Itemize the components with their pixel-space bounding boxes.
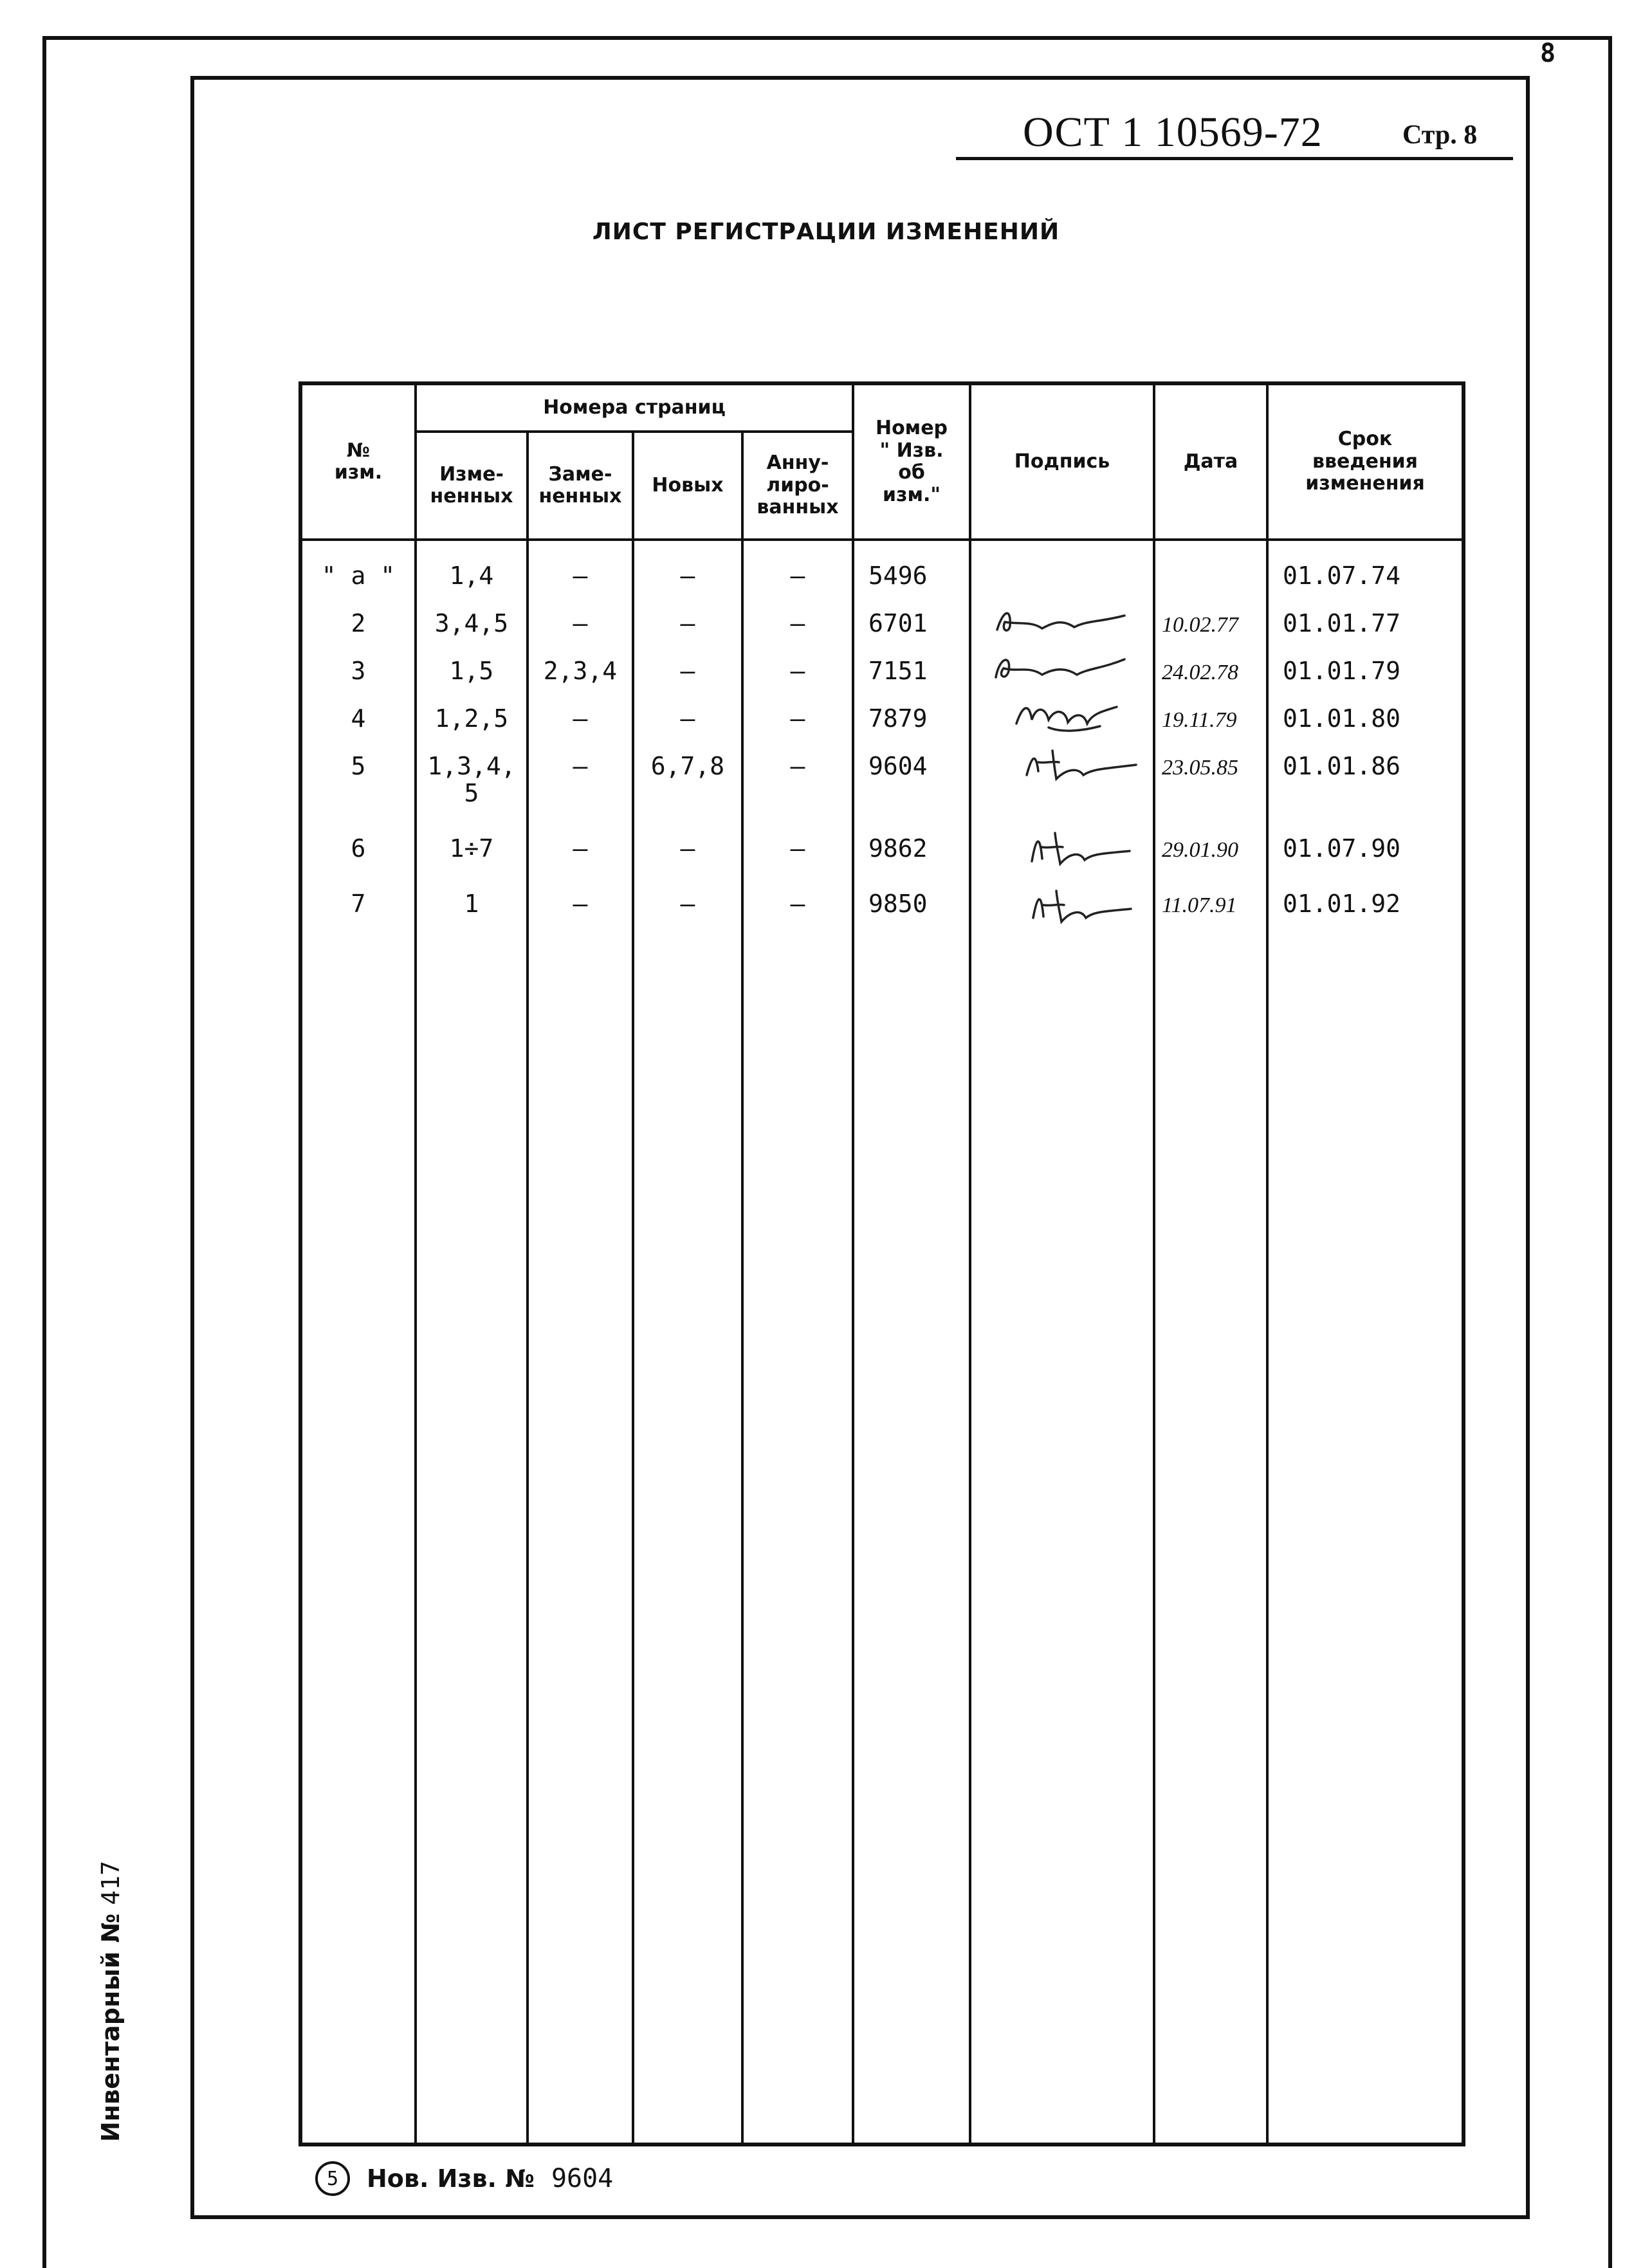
handwritten-signature	[989, 649, 1131, 688]
header-page-numbers: Номера страниц	[543, 396, 726, 419]
page-label: Стр. 8	[1402, 120, 1478, 150]
cell-changed-pages: 3,4,5	[434, 609, 509, 637]
cell-annulled-pages: –	[790, 834, 805, 863]
cell-annulled-pages: –	[790, 890, 805, 918]
cell-changed-pages: 1,2,5	[434, 704, 509, 733]
cell-annulled-pages: –	[790, 657, 805, 685]
cell-date: 24.02.78	[1162, 661, 1238, 684]
header-annulled-pages: Анну- лиро- ванных	[757, 452, 839, 519]
cell-change-number: 7	[351, 890, 366, 918]
handwritten-signature	[1023, 823, 1139, 874]
inventory-number-note	[96, 1861, 125, 2142]
cell-changed-pages: 1	[464, 890, 479, 918]
cell-new-pages: –	[680, 657, 695, 685]
handwritten-signature	[992, 603, 1133, 641]
col-divider	[414, 385, 417, 2143]
cell-replaced-pages: –	[573, 752, 588, 780]
sheet-title: ЛИСТ РЕГИСТРАЦИИ ИЗМЕНЕНИЙ	[592, 219, 1060, 245]
cell-deadline: 01.07.90	[1283, 834, 1401, 863]
cell-notice-number: 9862	[868, 834, 928, 863]
cell-annulled-pages: –	[790, 704, 805, 733]
col-divider	[632, 430, 634, 2143]
cell-notice-number: 7151	[868, 657, 928, 685]
cell-annulled-pages: –	[790, 609, 805, 637]
inventory-label: Инвентарный №	[96, 1913, 125, 2142]
header-signature: Подпись	[1014, 450, 1110, 473]
cell-notice-number: 5496	[868, 562, 928, 590]
cell-change-number: 4	[351, 704, 366, 733]
header-new-pages: Новых	[652, 473, 724, 497]
footer-new-notice	[315, 2161, 613, 2196]
col-divider	[526, 430, 529, 2143]
cell-new-pages: 6,7,8	[650, 752, 725, 780]
cell-new-pages: –	[680, 834, 695, 863]
handwritten-signature	[1016, 743, 1145, 788]
handwritten-signature	[1010, 694, 1126, 739]
cell-replaced-pages: 2,3,4	[543, 657, 618, 685]
cell-replaced-pages: –	[573, 562, 588, 590]
change-registration-table	[298, 381, 1465, 2146]
cell-notice-number: 9604	[868, 752, 928, 780]
cell-replaced-pages: –	[573, 834, 588, 863]
cell-new-pages: –	[680, 609, 695, 637]
col-divider	[741, 430, 744, 2143]
cell-changed-pages: 1,5	[449, 657, 494, 685]
cell-deadline: 01.01.79	[1283, 657, 1401, 685]
cell-change-number: " а "	[321, 562, 396, 590]
header-replaced-pages: Заме- ненных	[538, 462, 622, 508]
cell-changed-pages: 1,4	[449, 562, 494, 590]
header-notice-number: Номер " Изв. об изм."	[875, 417, 948, 506]
header-change-number: № изм.	[334, 439, 383, 484]
cell-change-number: 5	[351, 752, 366, 780]
handwritten-signature	[1023, 879, 1139, 931]
col-divider	[1266, 385, 1269, 2143]
document-code: ОСТ 1 10569-72	[1023, 109, 1323, 156]
col-divider	[1153, 385, 1155, 2143]
cell-changed-pages: 1÷7	[449, 834, 494, 863]
inventory-number: 417	[96, 1860, 125, 1905]
header-deadline: Срок введения изменения	[1305, 428, 1425, 495]
cell-date: 11.07.91	[1162, 893, 1237, 917]
cell-replaced-pages: –	[573, 704, 588, 733]
cell-deadline: 01.07.74	[1283, 562, 1401, 590]
cell-annulled-pages: –	[790, 752, 805, 780]
cell-notice-number: 9850	[868, 890, 928, 918]
col-divider	[852, 385, 854, 2143]
cell-new-pages: –	[680, 704, 695, 733]
cell-deadline: 01.01.86	[1283, 752, 1401, 780]
cell-replaced-pages: –	[573, 890, 588, 918]
cell-date: 29.01.90	[1162, 838, 1238, 862]
cell-annulled-pages: –	[790, 562, 805, 590]
cell-deadline: 01.01.92	[1283, 890, 1401, 918]
footer-label: Нов. Изв. №	[367, 2164, 535, 2193]
header-changed-pages: Изме- ненных	[430, 462, 513, 508]
cell-replaced-pages: –	[573, 609, 588, 637]
circled-mark: 5	[315, 2161, 350, 2196]
cell-changed-pages: 1,3,4, 5	[427, 752, 516, 807]
page-corner-number: 8	[1540, 39, 1556, 68]
cell-date: 23.05.85	[1162, 756, 1238, 780]
header-date: Дата	[1183, 450, 1238, 473]
cell-change-number: 2	[351, 609, 366, 637]
cell-change-number: 3	[351, 657, 366, 685]
header-bottom-rule	[302, 538, 1462, 541]
col-divider	[969, 385, 971, 2143]
cell-date: 10.02.77	[1162, 613, 1238, 637]
header-underline	[956, 157, 1513, 160]
cell-new-pages: –	[680, 562, 695, 590]
cell-date: 19.11.79	[1162, 708, 1237, 732]
cell-deadline: 01.01.77	[1283, 609, 1401, 637]
cell-notice-number: 7879	[868, 704, 928, 733]
cell-new-pages: –	[680, 890, 695, 918]
footer-number: 9604	[551, 2164, 614, 2193]
cell-deadline: 01.01.80	[1283, 704, 1401, 733]
cell-notice-number: 6701	[868, 609, 928, 637]
cell-change-number: 6	[351, 834, 366, 863]
